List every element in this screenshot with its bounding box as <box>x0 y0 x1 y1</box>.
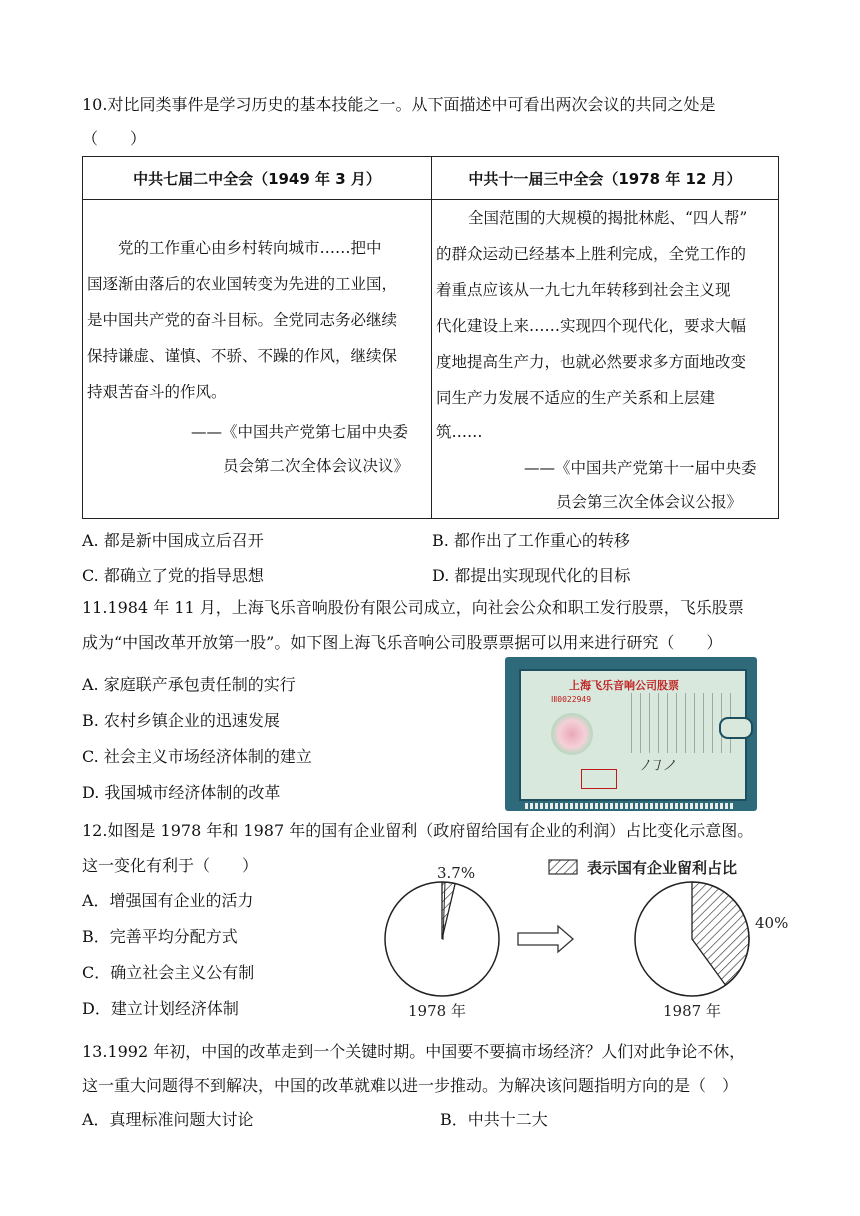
q12-stem-2: 这一变化有利于（ ） <box>82 856 259 875</box>
legend-swatch <box>549 860 577 874</box>
pie-1-value-label: 3.7% <box>437 864 476 882</box>
comparison-table <box>82 156 779 519</box>
pie-1-year-label: 1978 年 <box>408 1002 466 1020</box>
pie-2-year-label: 1987 年 <box>663 1002 721 1020</box>
col2-cell <box>432 200 779 519</box>
q11-option-b[interactable]: B. 农村乡镇企业的迅速发展 <box>82 711 280 730</box>
q10-option-d[interactable]: D. 都提出实现现代化的目标 <box>432 566 631 585</box>
q13-stem-1: 13.1992 年初，中国的改革走到一个关键时期。中国要不要搞市场经济？人们对此争论不休， <box>82 1042 746 1061</box>
stock-certificate-image <box>505 657 757 811</box>
q10-option-a[interactable]: A. 都是新中国成立后召开 <box>82 531 264 550</box>
q10-option-c[interactable]: C. 都确立了党的指导思想 <box>82 566 264 585</box>
pie-2-value-label: 40% <box>755 914 789 932</box>
legend-label: 表示国有企业留利占比 <box>587 859 738 877</box>
stock-footer <box>525 803 735 809</box>
q10-paren: （ ） <box>82 129 147 148</box>
col1-line: 党的工作重心由乡村转向城市……把中 <box>118 239 382 257</box>
col1-line: 是中国共产党的奋斗目标。全党同志务必继续 <box>87 311 398 329</box>
q11-stem-2: 成为“中国改革开放第一股”。如下图上海飞乐音响公司股票票据可以用来进行研究（ ） <box>82 633 723 652</box>
flower-emblem-icon <box>551 713 593 755</box>
pie-chart <box>375 850 789 1025</box>
q11-stem-1: 11.1984 年 11 月，上海飞乐音响股份有限公司成立，向社会公众和职工发行股票，飞乐股票 <box>82 598 744 617</box>
col2-line: 度地提高生产力，也就必然要求多方面地改变 <box>436 353 747 371</box>
col2-header: 中共十一届三中全会（1978 年 12 月） <box>432 157 779 200</box>
q10-stem: 10.对比同类事件是学习历史的基本技能之一。从下面描述中可看出两次会议的共同之处是 <box>82 95 716 114</box>
seal-stamp-icon <box>581 769 617 789</box>
stock-title: 上海飞乐音响公司股票 <box>569 679 679 692</box>
col2-line: 同生产力发展不适应的生产关系和上层建 <box>436 389 716 407</box>
q11-option-c[interactable]: C. 社会主义市场经济体制的建立 <box>82 747 312 766</box>
q12-stem-1: 12.如图是 1978 年和 1987 年的国有企业留利（政府留给国有企业的利润）占比变化示意图。 <box>82 821 754 840</box>
col1-line: 国逐渐由落后的农业国转变为先进的工业国， <box>87 275 398 293</box>
col1-source: ——《中国共产党第七届中央委 <box>191 423 409 441</box>
q13-option-a[interactable]: A．真理标准问题大讨论 <box>82 1110 254 1129</box>
col2-line: 代化建设上来……实现四个现代化，要求大幅 <box>436 317 747 335</box>
q11-option-a[interactable]: A. 家庭联产承包责任制的实行 <box>82 675 296 694</box>
stock-serial: ⅠⅡ0022949 <box>551 695 592 704</box>
col1-cell <box>83 200 432 519</box>
q13-option-b[interactable]: B．中共十二大 <box>440 1110 548 1129</box>
q12-option-d[interactable]: D．建立计划经济体制 <box>82 999 239 1018</box>
q10-option-b[interactable]: B. 都作出了工作重心的转移 <box>432 531 630 550</box>
col2-line: 的群众运动已经基本上胜利完成，全党工作的 <box>436 245 747 263</box>
col1-header: 中共七届二中全会（1949 年 3 月） <box>83 157 432 200</box>
col1-line: 持艰苦奋斗的作风。 <box>87 383 227 401</box>
col2-source: ——《中国共产党第十一届中央委 <box>524 459 757 477</box>
col1-line: 保持谦虚、谨慎、不骄、不躁的作风，继续保 <box>87 347 398 365</box>
denomination-badge-icon <box>719 717 753 739</box>
q11-option-d[interactable]: D. 我国城市经济体制的改革 <box>82 783 281 802</box>
q13-stem-2: 这一重大问题得不到解决，中国的改革就难以进一步推动。为解决该问题指明方向的是（ ） <box>82 1076 739 1095</box>
col2-line: 全国范围的大规模的揭批林彪、“四人帮” <box>468 209 748 227</box>
col1-source: 员会第二次全体会议决议》 <box>223 457 410 475</box>
col2-line: 筑…… <box>436 423 483 441</box>
stock-text-block <box>631 693 731 753</box>
col2-source: 员会第三次全体会议公报》 <box>556 493 743 511</box>
col2-line: 着重点应该从一九七九年转移到社会主义现 <box>436 281 731 299</box>
q12-option-a[interactable]: A．增强国有企业的活力 <box>82 891 254 910</box>
q12-option-c[interactable]: C．确立社会主义公有制 <box>82 963 255 982</box>
arrow-right-icon <box>518 926 573 952</box>
signature: ﾉ㇆ノ <box>641 758 676 774</box>
q12-option-b[interactable]: B．完善平均分配方式 <box>82 927 238 946</box>
